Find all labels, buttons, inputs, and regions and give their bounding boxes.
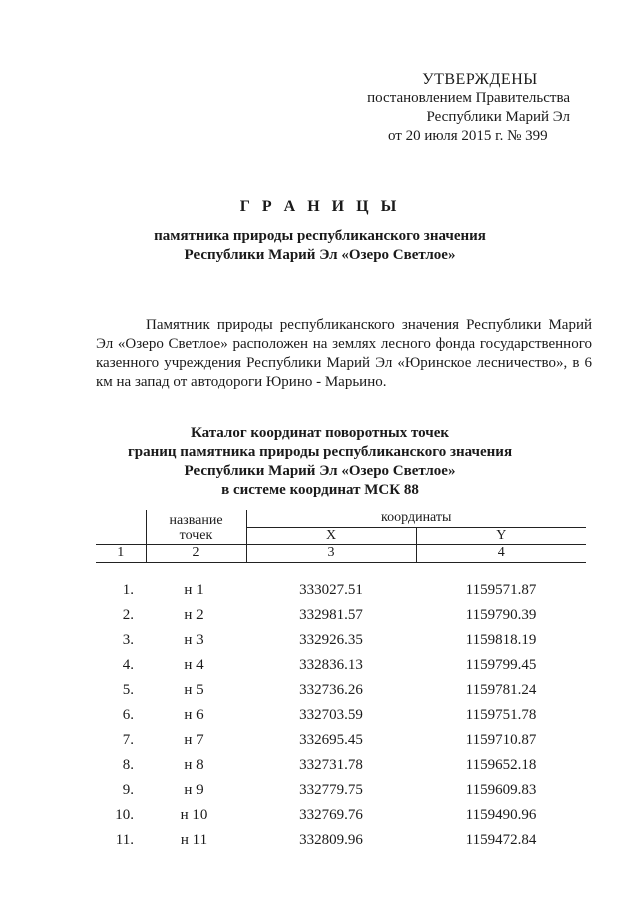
coordinates-table-header	[96, 510, 586, 563]
coord-x: 332809.96	[299, 832, 363, 848]
approval-title: УТВЕРЖДЕНЫ	[422, 71, 538, 88]
header-index-1: 1	[96, 544, 146, 562]
table-row	[96, 832, 586, 857]
row-number: 7.	[122, 732, 134, 748]
point-name: н 4	[184, 657, 204, 673]
coord-y: 1159609.83	[465, 782, 537, 798]
row-number: 6.	[122, 707, 134, 723]
approval-stamp	[360, 70, 600, 146]
point-name: н 2	[184, 607, 204, 623]
catalog-heading	[0, 424, 640, 500]
row-number: 4.	[122, 657, 134, 673]
catalog-heading-line-2: границ памятника природы республиканского значения	[127, 444, 513, 460]
point-name: н 5	[184, 682, 204, 698]
coord-x: 333027.51	[299, 582, 363, 598]
description-paragraph: Памятник природы республиканского значения Республики Марий Эл «Озеро Светлое» расположен на землях лесного фонда государственного казенного учреждения Республики Марий Эл «Юринское лесничество», в 6 км на запад от автодороги Юрино - Марьино.	[96, 317, 592, 390]
coord-x: 332695.45	[299, 732, 363, 748]
row-number: 8.	[122, 757, 134, 773]
approval-line-1: постановлением Правительства	[367, 90, 570, 106]
row-number: 9.	[122, 782, 134, 798]
table-row	[96, 682, 586, 707]
coord-x: 332769.76	[299, 807, 363, 823]
table-row	[96, 707, 586, 732]
coord-x: 332731.78	[299, 757, 363, 773]
document-title: Г Р А Н И Ц Ы	[239, 198, 401, 215]
coord-y: 1159751.78	[465, 707, 537, 723]
coord-x: 332779.75	[299, 782, 363, 798]
header-index-4: 4	[416, 544, 586, 562]
row-number: 1.	[122, 582, 134, 598]
point-name: н 3	[184, 632, 204, 648]
header-name-cell	[146, 510, 246, 544]
table-row	[96, 732, 586, 757]
table-row	[96, 757, 586, 782]
coord-y: 1159818.19	[465, 632, 537, 648]
document-subtitle	[0, 227, 640, 265]
approval-line-2: Республики Марий Эл	[426, 109, 570, 125]
coord-y: 1159652.18	[465, 757, 537, 773]
header-index-3: 3	[246, 544, 416, 562]
coord-y: 1159710.87	[465, 732, 537, 748]
coord-x: 332836.13	[299, 657, 363, 673]
table-row	[96, 657, 586, 682]
point-name: н 6	[184, 707, 204, 723]
coord-y: 1159790.39	[465, 607, 537, 623]
row-number: 11.	[115, 832, 134, 848]
point-name: н 10	[180, 807, 208, 823]
header-blank-cell	[96, 510, 146, 544]
point-name: н 1	[184, 582, 204, 598]
point-name: н 11	[180, 832, 208, 848]
row-number: 5.	[122, 682, 134, 698]
coord-x: 332736.26	[299, 682, 363, 698]
catalog-heading-line-4: в системе координат МСК 88	[221, 482, 419, 498]
document-subtitle-line-1: памятника природы республиканского значения	[154, 228, 486, 244]
coord-y: 1159799.45	[465, 657, 537, 673]
catalog-heading-line-1: Каталог координат поворотных точек	[190, 425, 450, 441]
table-row	[96, 807, 586, 832]
coord-x: 332703.59	[299, 707, 363, 723]
table-row	[96, 782, 586, 807]
row-number: 3.	[122, 632, 134, 648]
table-row	[96, 582, 586, 607]
document-subtitle-line-2: Республики Марий Эл «Озеро Светлое»	[184, 247, 456, 263]
header-index-2: 2	[146, 544, 246, 562]
row-number: 10.	[115, 807, 134, 823]
header-name-label: название	[169, 512, 223, 528]
table-row	[96, 607, 586, 632]
point-name: н 9	[184, 782, 204, 798]
coord-y: 1159472.84	[465, 832, 537, 848]
header-name-label-2: точек	[179, 527, 213, 543]
header-x-cell: X	[246, 527, 416, 544]
header-y-cell: Y	[416, 527, 586, 544]
point-name: н 8	[184, 757, 204, 773]
coord-x: 332926.35	[299, 632, 363, 648]
coordinates-table-body	[96, 582, 586, 857]
header-coords-cell: координаты	[246, 510, 586, 527]
coord-y: 1159571.87	[465, 582, 537, 598]
approval-date: от 20 июля 2015 г. № 399	[388, 128, 548, 144]
table-row	[96, 632, 586, 657]
point-name: н 7	[184, 732, 204, 748]
coord-y: 1159490.96	[465, 807, 537, 823]
coord-y: 1159781.24	[465, 682, 537, 698]
catalog-heading-line-3: Республики Марий Эл «Озеро Светлое»	[184, 463, 456, 479]
row-number: 2.	[122, 607, 134, 623]
coord-x: 332981.57	[299, 607, 363, 623]
